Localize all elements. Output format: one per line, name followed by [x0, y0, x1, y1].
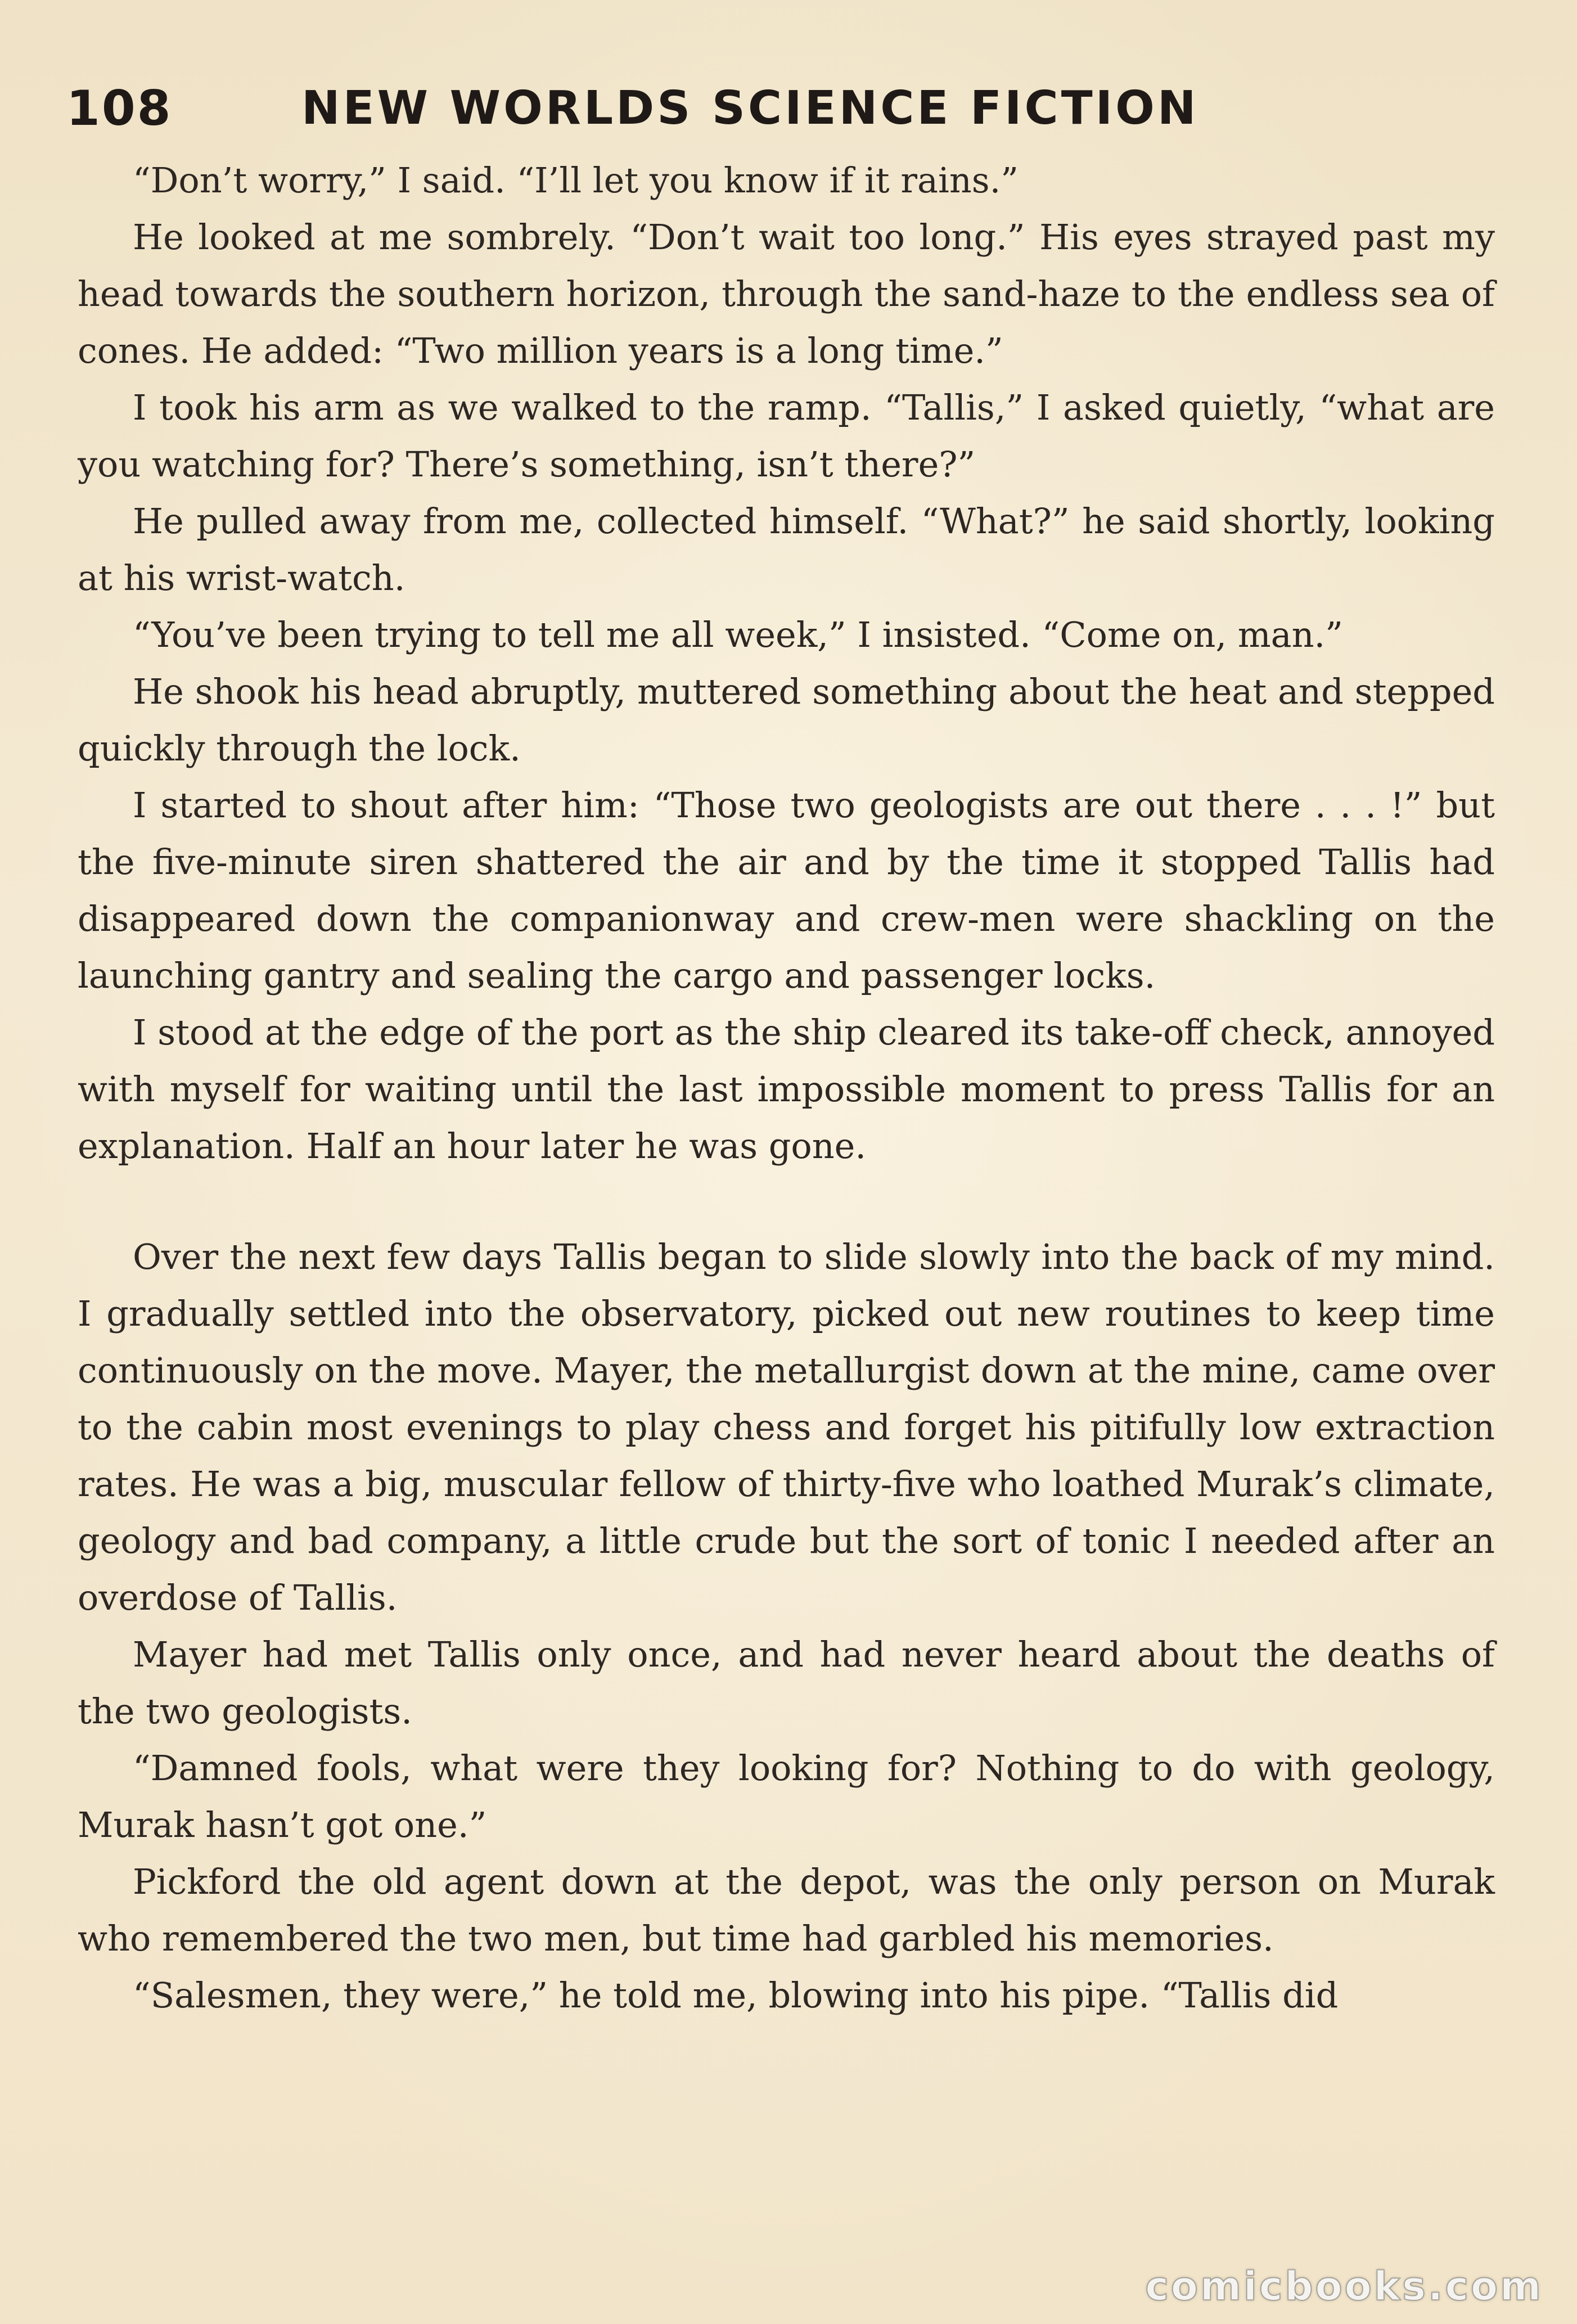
paragraph: Over the next few days Tallis began to slide slowly into the back of my mind. I gradually settled into the observatory, picked out new routines to keep time continuously on the move. Mayer, the metallurgist down at the mine, came over to the cabin most evenings to play chess and forget his pitifully low extraction rates. He was a big, muscular fellow of thirty-five who loathed Murak’s climate, geology and bad company, a little crude but the sort of tonic I needed after an overdose of Tallis. [78, 1236, 1495, 1618]
paragraph: Pickford the old agent down at the depot, was the only person on Murak who remembered the two men, but time had garbled his memories. [78, 1861, 1495, 1959]
section-break [78, 1174, 1495, 1228]
paragraph: “Damned fools, what were they looking for? Nothing to do with geology, Murak hasn’t got one.” [78, 1747, 1495, 1845]
paragraph: I started to shout after him: “Those two geologists are out there . . . !” but the five-minute siren shattered the air and by the time it stopped Tallis had disappeared down the companionway and crew-men were shackling on the launching gantry and sealing the cargo and passenger locks. [78, 785, 1495, 996]
paragraph: I stood at the edge of the port as the ship cleared its take-off check, annoyed with myself for waiting until the last impossible moment to press Tallis for an explanation. Half an hour later he was gone. [78, 1012, 1495, 1166]
paragraph: “Don’t worry,” I said. “I’ll let you know if it rains.” [133, 160, 1019, 201]
paragraph: He shook his head abruptly, muttered something about the heat and stepped quickly through the lock. [78, 671, 1495, 769]
paragraph: “You’ve been trying to tell me all week,” I insisted. “Come on, man.” [133, 614, 1343, 655]
paragraph: He looked at me sombrely. “Don’t wait too long.” His eyes strayed past my head towards the southern horizon, through the sand-haze to the endless sea of cones. He added: “Two million years is a long time.” [78, 217, 1495, 371]
paragraph: I took his arm as we walked to the ramp. “Tallis,” I asked quietly, “what are you watching for? There’s something, isn’t there?” [78, 387, 1495, 485]
magazine-title: NEW WORLDS SCIENCE FICTION [301, 82, 1199, 135]
paragraph: He pulled away from me, collected himself. “What?” he said shortly, looking at his wrist-watch. [78, 501, 1495, 598]
paragraph: Mayer had met Tallis only once, and had never heard about the deaths of the two geologists. [78, 1634, 1495, 1732]
page-number: 108 [66, 80, 173, 137]
watermark: comicbooks.com [1145, 2263, 1543, 2309]
running-header [66, 78, 1276, 145]
paragraph: “Salesmen, they were,” he told me, blowing into his pipe. “Tallis did [133, 1975, 1339, 2016]
story-text [78, 152, 1495, 2024]
